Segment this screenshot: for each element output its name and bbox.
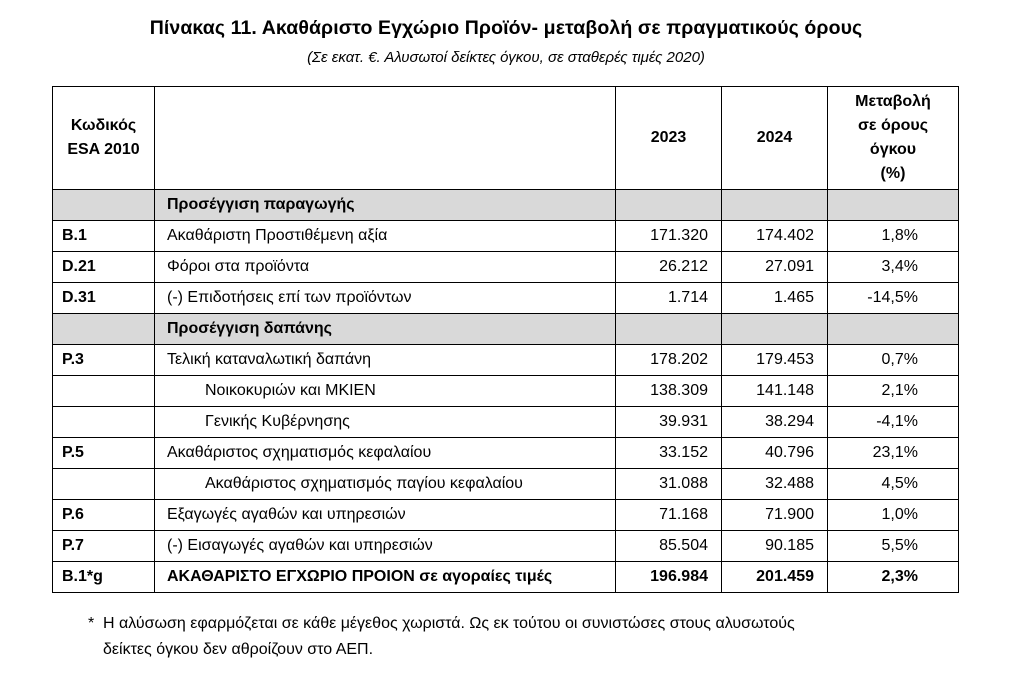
- cell-change: 5,5%: [828, 531, 959, 562]
- cell-code: P.3: [53, 345, 155, 376]
- table-title: Πίνακας 11. Ακαθάριστο Εγχώριο Προϊόν- μεταβολή σε πραγματικούς όρους: [149, 17, 863, 39]
- cell-label: Γενικής Κυβέρνησης: [155, 407, 616, 438]
- table-row: [53, 531, 959, 562]
- cell-2023: 196.984: [616, 562, 722, 593]
- cell-2023: 31.088: [616, 469, 722, 500]
- cell-label: Ακαθάριστος σχηματισμός παγίου κεφαλαίου: [155, 469, 616, 500]
- table-row-section-expenditure: [53, 314, 959, 345]
- cell-2024: 174.402: [722, 221, 828, 252]
- cell-code: D.21: [53, 252, 155, 283]
- table-row-section-production: [53, 190, 959, 221]
- cell-code: [53, 190, 155, 221]
- cell-2023: 33.152: [616, 438, 722, 469]
- cell-2023: 138.309: [616, 376, 722, 407]
- footnote: [88, 611, 968, 663]
- cell-label: Φόροι στα προϊόντα: [155, 252, 616, 283]
- cell-2024: 141.148: [722, 376, 828, 407]
- cell-code: [53, 314, 155, 345]
- cell-change: 1,8%: [828, 221, 959, 252]
- table-row: [53, 500, 959, 531]
- cell-label: Νοικοκυριών και ΜΚΙΕΝ: [155, 376, 616, 407]
- cell-2024: [722, 190, 828, 221]
- cell-change: 3,4%: [828, 252, 959, 283]
- table-row: [53, 469, 959, 500]
- cell-code: [53, 469, 155, 500]
- gdp-table: [52, 86, 959, 593]
- cell-2023: 178.202: [616, 345, 722, 376]
- cell-2024: 71.900: [722, 500, 828, 531]
- footnote-line-1: * Η αλύσωση εφαρμόζεται σε κάθε μέγεθος χωριστά. Ως εκ τούτου οι συνιστώσες στους αλυσωτούς: [88, 611, 968, 637]
- table-row: [53, 345, 959, 376]
- header-2024: 2024: [722, 87, 828, 190]
- cell-2024: 32.488: [722, 469, 828, 500]
- cell-label: Ακαθάριστος σχηματισμός κεφαλαίου: [155, 438, 616, 469]
- table-subtitle: (Σε εκατ. €. Αλυσωτοί δείκτες όγκου, σε σταθερές τιμές 2020): [307, 49, 705, 66]
- cell-code: B.1: [53, 221, 155, 252]
- header-2023: 2023: [616, 87, 722, 190]
- table-row: [53, 283, 959, 314]
- cell-change: 1,0%: [828, 500, 959, 531]
- table-row: [53, 407, 959, 438]
- cell-change: 4,5%: [828, 469, 959, 500]
- header-code: Κωδικός ESA 2010: [53, 87, 155, 190]
- cell-code: P.5: [53, 438, 155, 469]
- table-row-total: [53, 562, 959, 593]
- cell-change: 2,3%: [828, 562, 959, 593]
- cell-2023: 39.931: [616, 407, 722, 438]
- cell-code: [53, 407, 155, 438]
- cell-change: [828, 314, 959, 345]
- cell-change: [828, 190, 959, 221]
- cell-label: (-) Εισαγωγές αγαθών και υπηρεσιών: [155, 531, 616, 562]
- cell-change: 2,1%: [828, 376, 959, 407]
- cell-code: D.31: [53, 283, 155, 314]
- cell-2023: 26.212: [616, 252, 722, 283]
- cell-2024: 38.294: [722, 407, 828, 438]
- cell-code: [53, 376, 155, 407]
- cell-code: P.6: [53, 500, 155, 531]
- table-row: [53, 252, 959, 283]
- cell-2023: 71.168: [616, 500, 722, 531]
- cell-2024: 27.091: [722, 252, 828, 283]
- table-header-row: [53, 87, 959, 190]
- cell-label: Προσέγγιση δαπάνης: [155, 314, 616, 345]
- footnote-marker: *: [88, 615, 95, 632]
- cell-label: Τελική καταναλωτική δαπάνη: [155, 345, 616, 376]
- table-row: [53, 221, 959, 252]
- header-label: [155, 87, 616, 190]
- cell-code: P.7: [53, 531, 155, 562]
- cell-2024: 201.459: [722, 562, 828, 593]
- cell-2023: 171.320: [616, 221, 722, 252]
- cell-2024: 40.796: [722, 438, 828, 469]
- table-row: [53, 376, 959, 407]
- header-change: Μεταβολή σε όρους όγκου (%): [828, 87, 959, 190]
- cell-label: Προσέγγιση παραγωγής: [155, 190, 616, 221]
- table-row: [53, 438, 959, 469]
- cell-label: Εξαγωγές αγαθών και υπηρεσιών: [155, 500, 616, 531]
- cell-2023: 85.504: [616, 531, 722, 562]
- cell-2024: 90.185: [722, 531, 828, 562]
- cell-code: B.1*g: [53, 562, 155, 593]
- cell-2024: [722, 314, 828, 345]
- cell-2024: 1.465: [722, 283, 828, 314]
- cell-change: 0,7%: [828, 345, 959, 376]
- cell-2023: [616, 190, 722, 221]
- cell-2023: [616, 314, 722, 345]
- cell-label: (-) Επιδοτήσεις επί των προϊόντων: [155, 283, 616, 314]
- cell-label: Ακαθάριστη Προστιθέμενη αξία: [155, 221, 616, 252]
- footnote-line-2: δείκτες όγκου δεν αθροίζουν στο ΑΕΠ.: [103, 641, 374, 658]
- cell-change: -14,5%: [828, 283, 959, 314]
- cell-label: ΑΚΑΘΑΡΙΣΤΟ ΕΓΧΩΡΙΟ ΠΡΟΙΟΝ σε αγοραίες τιμές: [155, 562, 616, 593]
- cell-2024: 179.453: [722, 345, 828, 376]
- cell-change: 23,1%: [828, 438, 959, 469]
- cell-change: -4,1%: [828, 407, 959, 438]
- cell-2023: 1.714: [616, 283, 722, 314]
